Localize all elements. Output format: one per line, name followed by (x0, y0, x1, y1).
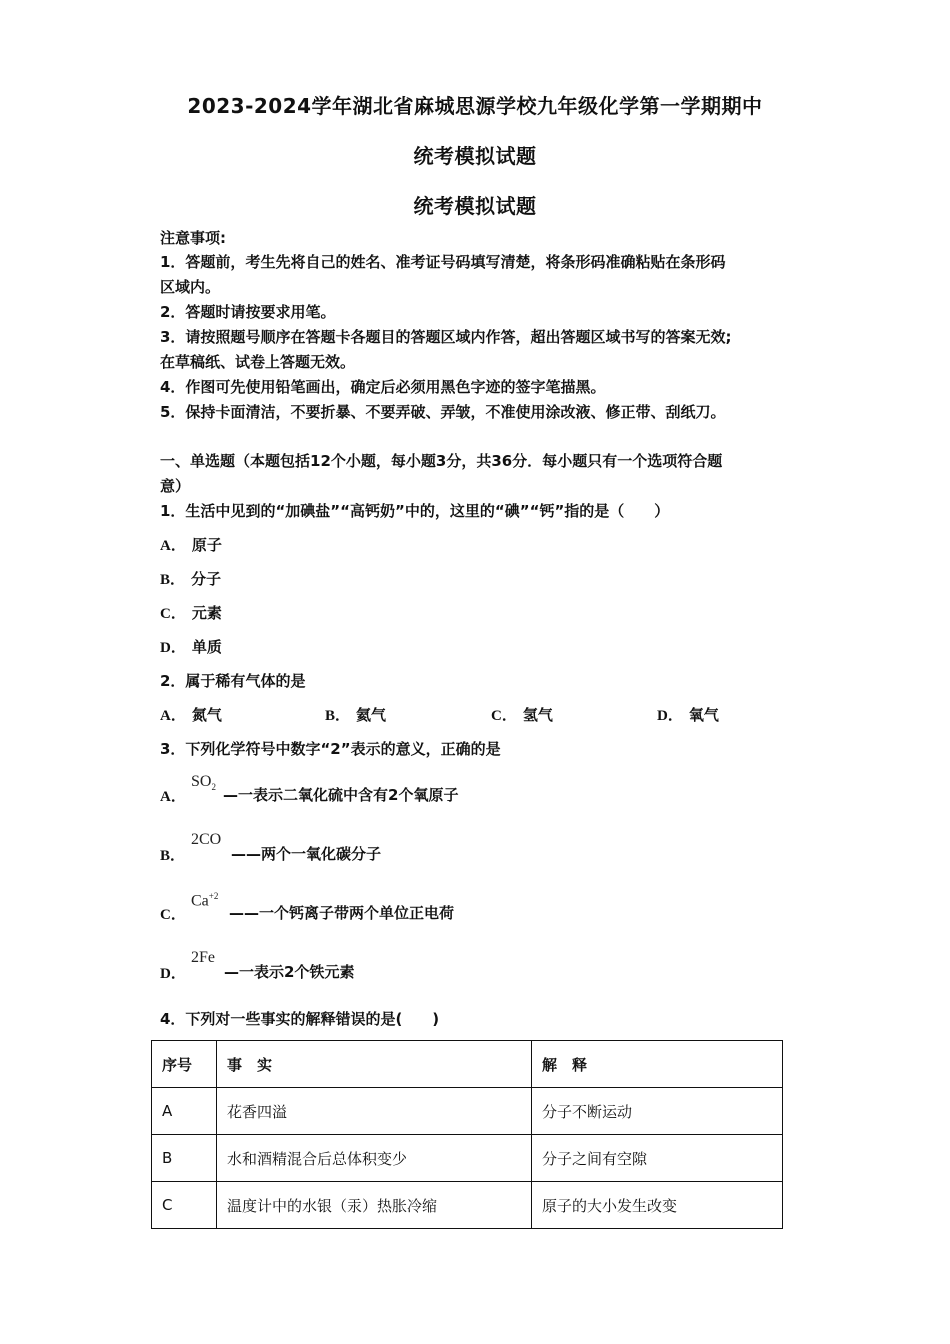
option-text: 原子 (191, 536, 222, 554)
table-cell: 分子不断运动 (532, 1088, 783, 1135)
q3-option-a-label (160, 786, 192, 807)
table-header-cell: 解 释 (532, 1041, 783, 1088)
table-cell: 分子之间有空隙 (532, 1135, 783, 1182)
exam-title-line3: 统考模拟试题 (413, 194, 537, 218)
q2-option-b (325, 705, 386, 726)
q3-option-c-label (160, 904, 192, 925)
option-label: A． (160, 789, 186, 805)
option-label: A． (160, 708, 186, 724)
option-label: B． (325, 708, 351, 724)
section-heading-cont: 意） (160, 477, 191, 495)
formula-main: 2CO (191, 831, 222, 848)
table-header-cell: 序号 (152, 1041, 217, 1088)
table-cell: 温度计中的水银（汞）热胀冷缩 (217, 1182, 532, 1229)
formula-2co (191, 831, 221, 849)
option-text: —一表示二氧化硫中含有2个氧原子 (223, 786, 459, 804)
option-label: A． (160, 538, 186, 554)
q1-option-b (160, 569, 221, 590)
table-header-cell: 事 实 (217, 1041, 532, 1088)
table-header-row (152, 1041, 783, 1088)
option-text: 元素 (191, 604, 222, 622)
option-text: 氢气 (522, 706, 553, 724)
formula-ca (191, 891, 218, 910)
option-label: C． (491, 708, 517, 724)
option-label: C． (160, 606, 186, 622)
notice-line: 4．作图可先使用铅笔画出，确定后必须用黑色字迹的签字笔描黑。 (160, 378, 606, 396)
formula-so2 (191, 773, 216, 792)
formula-2fe (191, 949, 215, 967)
table-cell: C (152, 1182, 217, 1229)
notice-line: 区域内。 (160, 278, 221, 296)
q3-option-b-label (160, 845, 191, 866)
option-text: 分子 (191, 570, 222, 588)
exam-title-line2: 统考模拟试题 (413, 144, 537, 168)
q1-option-a (160, 535, 222, 556)
table-cell: B (152, 1135, 217, 1182)
option-text: —一表示2个铁元素 (224, 963, 355, 981)
q1-option-d (160, 637, 222, 658)
formula-main: SO (191, 773, 212, 790)
q3-option-d-label (160, 963, 192, 984)
option-text: 单质 (191, 638, 222, 656)
section-heading: 一、单选题（本题包括12个小题，每小题3分，共36分．每小题只有一个选项符合题 (160, 452, 723, 470)
notice-line: 在草稿纸、试卷上答题无效。 (160, 353, 356, 371)
notice-heading: 注意事项: (160, 229, 226, 247)
notice-line: 5．保持卡面清洁，不要折暴、不要弄破、弄皱，不准使用涂改液、修正带、刮纸刀。 (160, 403, 726, 421)
q2-option-c (491, 705, 553, 726)
option-label: C． (160, 907, 186, 923)
formula-main: Ca (191, 892, 209, 910)
option-text: ——两个一氧化碳分子 (231, 845, 382, 863)
option-label: D． (657, 708, 683, 724)
option-text: ——一个钙离子带两个单位正电荷 (229, 904, 455, 922)
notice-line: 3．请按照题号顺序在答题卡各题目的答题区域内作答，超出答题区域书写的答案无效; (160, 328, 732, 346)
notice-line: 2．答题时请按要求用笔。 (160, 303, 336, 321)
exam-title-line1: 2023-2024学年湖北省麻城思源学校九年级化学第一学期期中 (187, 94, 763, 118)
notice-line: 1．答题前，考生先将自己的姓名、准考证号码填写清楚，将条形码准确粘贴在条形码 (160, 253, 726, 271)
facts-table (151, 1040, 783, 1229)
question-2-stem: 2．属于稀有气体的是 (160, 672, 306, 690)
option-label: D． (160, 966, 186, 982)
option-label: B． (160, 572, 186, 588)
q2-option-a (160, 705, 222, 726)
q1-option-c (160, 603, 222, 624)
table-cell: 水和酒精混合后总体积变少 (217, 1135, 532, 1182)
table-row (152, 1088, 783, 1135)
table-cell: A (152, 1088, 217, 1135)
table-cell: 原子的大小发生改变 (532, 1182, 783, 1229)
question-4-stem: 4．下列对一些事实的解释错误的是( ) (160, 1010, 440, 1028)
option-label: B． (160, 848, 186, 864)
option-text: 氧气 (688, 706, 719, 724)
formula-main: 2Fe (191, 949, 215, 966)
question-3-stem: 3．下列化学符号中数字“2”表示的意义，正确的是 (160, 740, 501, 758)
option-label: D． (160, 640, 186, 656)
formula-subscript: 2 (211, 782, 216, 793)
formula-superscript: +2 (208, 891, 219, 901)
option-text: 氦气 (356, 706, 387, 724)
question-1-stem: 1．生活中见到的“加碘盐”“高钙奶”中的，这里的“碘”“钙”指的是（ ） (160, 502, 670, 520)
table-cell: 花香四溢 (217, 1088, 532, 1135)
q2-option-d (657, 705, 719, 726)
table-row (152, 1182, 783, 1229)
option-text: 氮气 (191, 706, 222, 724)
table-row (152, 1135, 783, 1182)
